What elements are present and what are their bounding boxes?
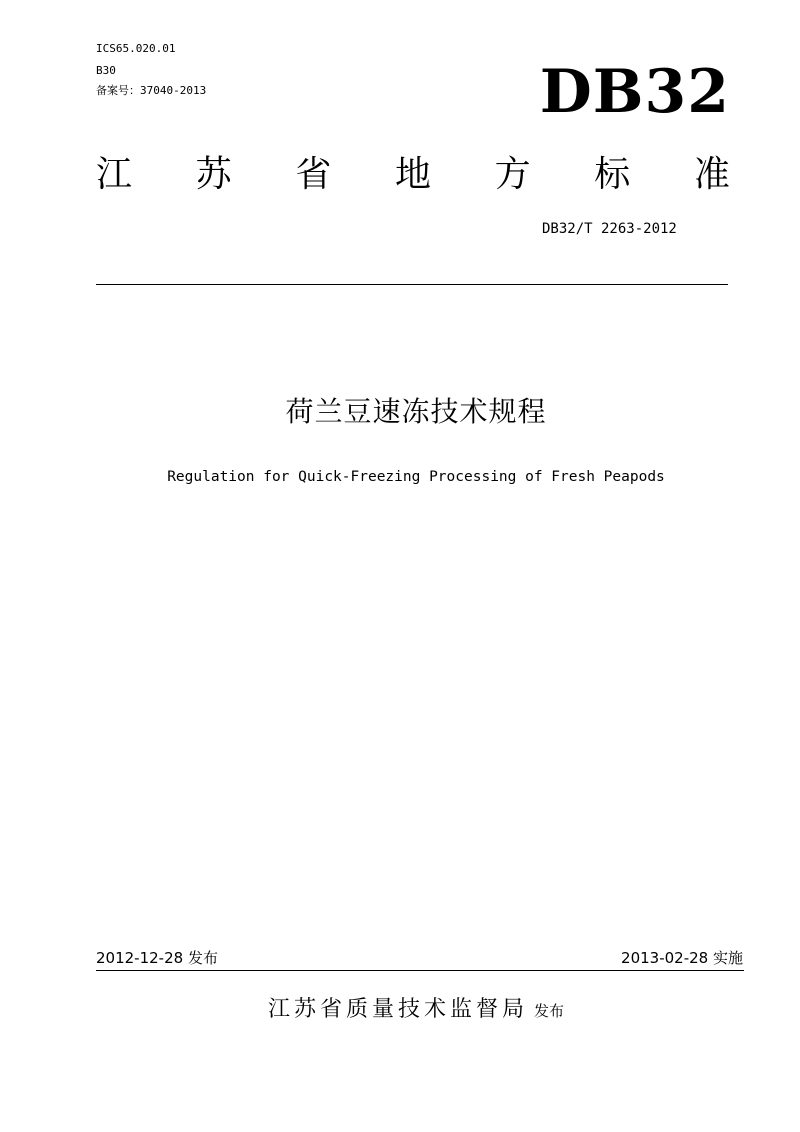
filing-number: 备案号：37040-2013 bbox=[96, 84, 207, 97]
document-title-zh: 荷兰豆速冻技术规程 bbox=[285, 395, 547, 428]
publisher-line bbox=[0, 992, 800, 1023]
standard-type-char: 省 bbox=[295, 153, 332, 195]
effective-date: 2013-02-28 实施 bbox=[621, 949, 743, 967]
standard-number: DB32/T 2263-2012 bbox=[542, 221, 677, 237]
standard-type-heading bbox=[96, 146, 730, 196]
footer-divider bbox=[96, 970, 744, 971]
document-title-en: Regulation for Quick-Freezing Processing of Fresh Peapods bbox=[167, 469, 665, 485]
issue-date: 2012-12-28 发布 bbox=[96, 949, 218, 967]
ics-code: ICS65.020.01 bbox=[96, 42, 176, 55]
standard-type-char: 标 bbox=[594, 153, 631, 195]
publisher-suffix: 发布 bbox=[534, 1002, 565, 1020]
ccs-code: B30 bbox=[96, 64, 116, 77]
standard-type-char: 地 bbox=[394, 153, 431, 195]
standard-type-char: 苏 bbox=[195, 153, 232, 195]
publisher-agency: 江苏省质量技术监督局 bbox=[267, 997, 528, 1022]
standard-type-char: 江 bbox=[96, 153, 133, 195]
header-divider bbox=[96, 284, 728, 285]
standard-type-char: 方 bbox=[494, 153, 531, 195]
standard-type-char: 准 bbox=[693, 153, 730, 195]
db-logo: DB32 bbox=[539, 57, 730, 127]
